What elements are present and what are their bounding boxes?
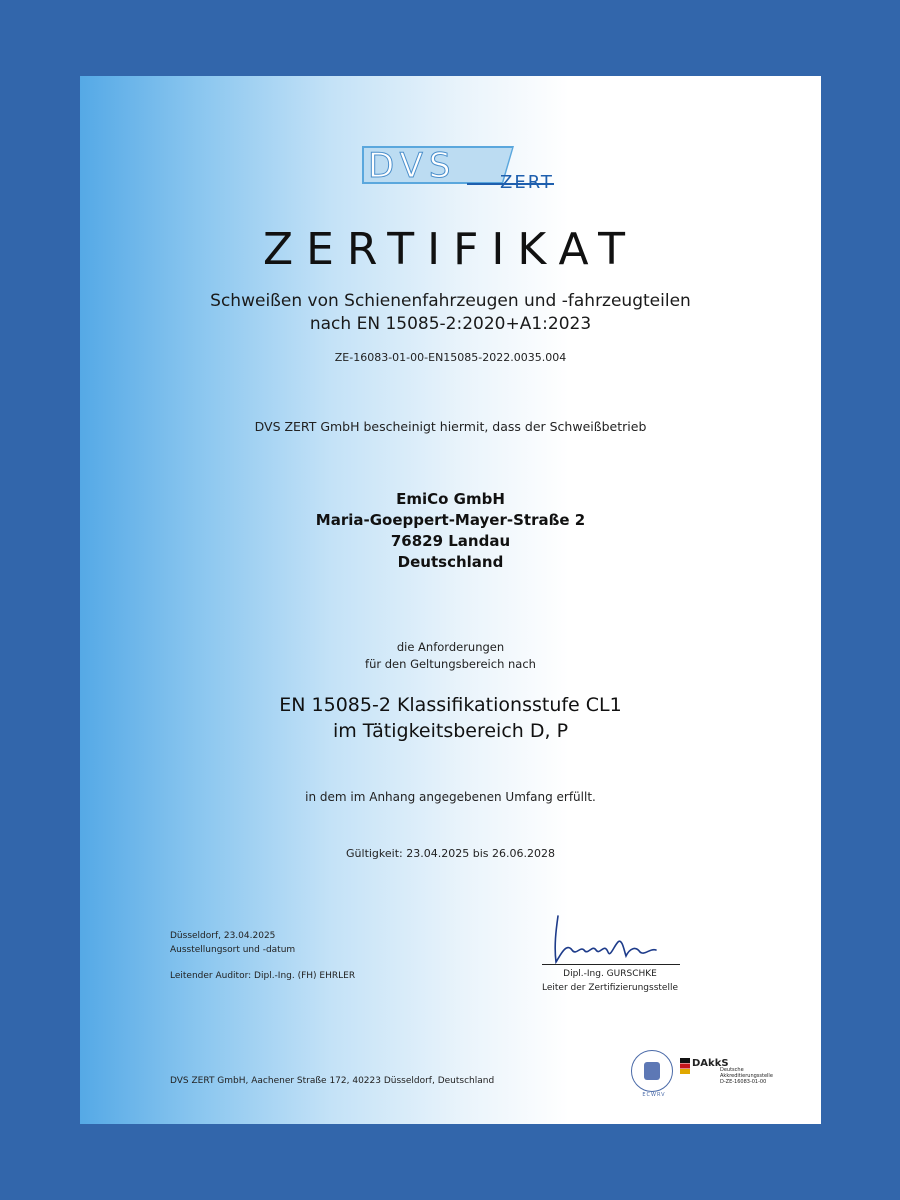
company-address	[80, 489, 821, 573]
scope-line-2: im Tätigkeitsbereich D, P	[332, 720, 569, 742]
validity-period: Gültigkeit: 23.04.2025 bis 26.06.2028	[346, 847, 555, 860]
certificate-number: ZE-16083-01-00-EN15085-2022.0035.004	[334, 351, 567, 364]
accreditation-seal-icon	[631, 1050, 673, 1098]
seal-label: ECWRV	[642, 1092, 666, 1098]
issuer-address-footer: DVS ZERT GmbH, Aachener Straße 172, 40223 Düsseldorf, Deutschland	[170, 1076, 495, 1086]
seal-emblem	[644, 1062, 660, 1080]
dakks-name: DAkkS	[692, 1058, 729, 1069]
intro-text: DVS ZERT GmbH bescheinigt hiermit, dass der Schweißbetrieb	[254, 419, 647, 434]
signature-line	[542, 964, 680, 965]
company-country: Deutschland	[397, 553, 504, 571]
company-name: EmiCo GmbH	[396, 490, 505, 508]
subtitle-line-2: nach EN 15085-2:2020+A1:2023	[309, 314, 592, 334]
issue-place-date	[170, 929, 295, 957]
auditor-label: Leitender Auditor:	[170, 971, 252, 981]
requirements-text	[80, 639, 821, 673]
dvs-zert-logo	[362, 144, 562, 192]
requirements-line-2: für den Geltungsbereich nach	[365, 657, 536, 671]
company-street: Maria-Goeppert-Mayer-Straße 2	[315, 511, 586, 529]
dakks-line-2: Akkreditierungsstelle	[720, 1073, 773, 1079]
place-date-label: Ausstellungsort und -datum	[170, 945, 296, 955]
dakks-line-3: D-ZE-16083-01-00	[720, 1079, 767, 1085]
certificate-subtitle	[80, 290, 821, 336]
signer-block	[535, 967, 685, 995]
place-date-value: Düsseldorf, 23.04.2025	[170, 931, 276, 941]
certificate-paper	[80, 76, 821, 1124]
scope-text	[80, 692, 821, 744]
logo-zert-text: ZERT	[500, 172, 554, 193]
svg-text:DVS: DVS	[368, 146, 457, 186]
company-city: 76829 Landau	[390, 532, 511, 550]
dakks-details	[720, 1067, 790, 1085]
dakks-line-1: Deutsche	[720, 1067, 744, 1073]
subtitle-line-1: Schweißen von Schienenfahrzeugen und -fahrzeugteilen	[210, 291, 691, 311]
certificate-title: ZERTIFIKAT	[262, 224, 639, 275]
dakks-logo-icon	[680, 1058, 690, 1074]
lead-auditor	[170, 969, 355, 983]
auditor-name: Dipl.-Ing. (FH) EHRLER	[254, 971, 356, 981]
signer-role: Leiter der Zertifizierungsstelle	[542, 983, 678, 993]
signer-name: Dipl.-Ing. GURSCHKE	[563, 969, 657, 979]
fulfilled-text: in dem im Anhang angegebenen Umfang erfüllt.	[305, 790, 596, 804]
requirements-line-1: die Anforderungen	[396, 640, 505, 654]
scope-line-1: EN 15085-2 Klassifikationsstufe CL1	[279, 694, 622, 716]
handwritten-signature	[540, 912, 680, 972]
